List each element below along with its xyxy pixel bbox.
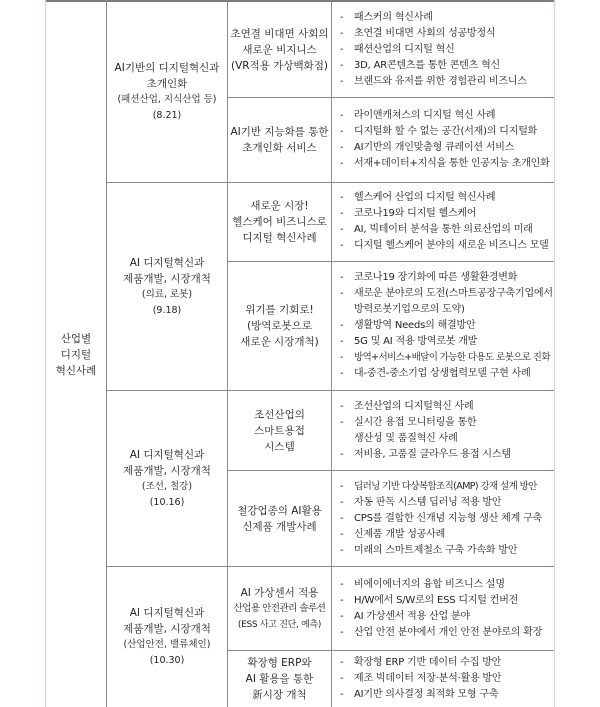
list-item: - 방역+서비스+배달이 가능한 다용도 로봇으로 진화 bbox=[340, 350, 554, 366]
session-date: (10.30) bbox=[149, 655, 185, 666]
list-item: - 자동 판독 시스템 딥러닝 적용 방안 bbox=[340, 495, 554, 511]
list-item: - 브랜드와 유저를 위한 경험관리 비즈니스 bbox=[340, 74, 554, 90]
list-item: - 산업 안전 분야에서 개인 안전 분야로의 확장 bbox=[340, 625, 554, 641]
content-cell bbox=[332, 651, 554, 707]
topic-cell bbox=[228, 651, 331, 707]
list-item: - CPS를 결합한 신개념 지능형 생산 체계 구축 bbox=[340, 511, 554, 527]
content-cell bbox=[332, 98, 554, 182]
list-item: - 헬스케어 산업의 디지털 혁신사례 bbox=[340, 190, 554, 206]
list-item: - 제조 빅데이터 저장·분석·활용 방안 bbox=[340, 671, 554, 687]
category-cell bbox=[46, 2, 106, 707]
content-cell bbox=[332, 2, 554, 97]
topic-line: 새로운 비지니스 bbox=[242, 43, 317, 56]
session-date: (9.18) bbox=[152, 304, 182, 316]
list-item: - AI기반의 개인맞춤형 큐레이션 서비스 bbox=[340, 140, 554, 156]
list-item: - 미래의 스마트제철소 구축 가속화 방안 bbox=[340, 543, 554, 559]
list-item: - 디지털화 할 수 없는 공간(서재)의 디지털화 bbox=[340, 124, 554, 140]
session-cell bbox=[107, 391, 227, 566]
session-cell bbox=[107, 183, 227, 390]
topic-line: 초연결 비대면 사회의 bbox=[230, 27, 329, 40]
list-item: - 패션산업의 디지털 혁신 bbox=[340, 42, 554, 58]
list-item: - AI, 빅테이터 분석을 통한 의료산업의 미래 bbox=[340, 222, 554, 238]
topic-line: 확장형 ERP와 bbox=[247, 657, 312, 669]
topic-line: (VR적용 가상백화점) bbox=[230, 59, 328, 72]
list-item: - AI기반 의사결정 최적화 모형 구축 bbox=[340, 687, 554, 703]
topic-line: 조선산업의 bbox=[254, 408, 305, 421]
list-item: - 대-중견-중소기업 상생협력모델 구현 사례 bbox=[340, 366, 554, 382]
topic-line: 신제품 개발사례 bbox=[242, 520, 317, 533]
session-cell bbox=[107, 567, 227, 707]
list-item-continuation: 생산성 및 품질혁신 사례 bbox=[354, 432, 458, 444]
topic-line: 스마트용접 bbox=[254, 424, 305, 437]
topic-cell bbox=[228, 2, 331, 97]
list-item: - 생활방역 Needs의 해결방안 bbox=[340, 318, 554, 334]
list-item: - 딥러닝 기반 다상복합조직(AMP) 강재 설계 방안 bbox=[340, 479, 554, 495]
list-item: - 초연결 비대면 사회의 성공방정식 bbox=[340, 26, 554, 42]
category-line: 혁신사례 bbox=[55, 364, 97, 377]
topic-cell bbox=[228, 567, 331, 650]
topic-line: 초개인화 서비스 bbox=[242, 142, 317, 154]
session-subtitle: (산업안전, 밸류체인) bbox=[123, 639, 211, 650]
list-item: - 비에이에너지의 융합 비즈니스 설명 bbox=[340, 577, 554, 593]
session-title: AI 디지털혁신과 bbox=[129, 607, 205, 619]
session-subtitle: (조선, 철강) bbox=[141, 480, 193, 492]
topic-line: AI 활용을 통한 bbox=[245, 673, 314, 685]
topic-line: (ESS 사고 진단, 예측) bbox=[237, 619, 322, 630]
session-title: AI 디지털혁신과 bbox=[129, 256, 205, 269]
topic-cell bbox=[228, 98, 331, 182]
topic-line: 시스템 bbox=[264, 440, 295, 453]
list-item: - 5G 및 AI 적용 방역로봇 개발 bbox=[340, 334, 554, 350]
topic-cell bbox=[228, 262, 331, 390]
list-item: - 디지털 헬스케어 분야의 새로운 비즈니스 모델 bbox=[340, 238, 554, 254]
list-item: - 패스커의 혁신사례 bbox=[340, 10, 554, 26]
session-title: 제품개발, 시장개척 bbox=[123, 464, 211, 477]
topic-line: AI 가상센서 적용 bbox=[240, 586, 319, 599]
session-title: 초개인화 bbox=[146, 78, 188, 90]
content-cell bbox=[332, 183, 554, 261]
topic-line: 디지털 혁신사례 bbox=[242, 232, 317, 244]
content-cell bbox=[332, 471, 554, 566]
list-item: - 라이앤캐쳐스의 디지털 혁신 사례 bbox=[340, 108, 554, 124]
category-line: 디지털 bbox=[60, 348, 92, 361]
list-item: - 새로운 분야로의 도전(스마트공장구축기업에서 bbox=[340, 286, 554, 302]
session-subtitle: (의료, 로봇) bbox=[141, 288, 193, 300]
topic-line: 위기를 기회로! bbox=[245, 304, 314, 316]
content-cell bbox=[332, 391, 554, 470]
topic-cell bbox=[228, 183, 331, 261]
session-cell bbox=[107, 2, 227, 182]
session-title: AI 디지털혁신과 bbox=[129, 448, 205, 461]
topic-line: 헬스케어 비즈니스로 bbox=[232, 216, 327, 228]
list-item: - 저비용, 고품질 클라우드 용접 시스템 bbox=[340, 447, 554, 463]
topic-line: 산업용 안전관리 솔루션 bbox=[233, 602, 326, 614]
list-item-continuation: 방력로봇기업으로의 도약) bbox=[354, 304, 465, 315]
session-subtitle: (패션산업, 지식산업 등) bbox=[117, 94, 217, 105]
session-title: 제품개발, 시장개척 bbox=[123, 623, 211, 635]
list-item: - AI 가상센서 적용 산업 분야 bbox=[340, 609, 554, 625]
list-item: - 코로나19와 디지털 헬스케어 bbox=[340, 206, 554, 222]
list-item: - 신제품 개발 성공사례 bbox=[340, 527, 554, 543]
list-item: - H/W에서 S/W로의 ESS 디지털 컨버전 bbox=[340, 593, 554, 609]
session-date: (8.21) bbox=[152, 110, 182, 121]
list-item: - 확장형 ERP 기반 데이터 수집 방안 bbox=[340, 655, 554, 671]
list-item: - 서재+데이터+지식을 통한 인공지능 초개인화 bbox=[340, 156, 554, 172]
list-item: - 실시간 용접 모니터링을 통한 bbox=[340, 415, 554, 431]
table-right-border bbox=[554, 0, 555, 707]
list-item: - 3D, AR콘텐츠를 통한 콘텐츠 혁신 bbox=[340, 58, 554, 74]
session-date: (10.16) bbox=[149, 496, 185, 508]
content-cell bbox=[332, 567, 554, 650]
content-cell bbox=[332, 262, 554, 390]
session-title: AI기반의 디지털혁신과 bbox=[114, 62, 220, 74]
topic-cell bbox=[228, 471, 331, 566]
topic-line: 새로운 시장! bbox=[250, 200, 309, 212]
topic-line: (방역로봇으로 bbox=[247, 320, 312, 332]
topic-line: 철강업종의 AI활용 bbox=[237, 504, 322, 517]
topic-cell bbox=[228, 391, 331, 470]
category-line: 산업별 bbox=[60, 332, 92, 345]
list-item: - 조선산업의 디지털혁신 사례 bbox=[340, 399, 554, 415]
topic-line: 새로운 시장개척) bbox=[240, 336, 319, 348]
topic-line: AI기반 지능화를 통한 bbox=[230, 126, 329, 138]
list-item: - 코로나19 장기화에 따른 생활환경변화 bbox=[340, 270, 554, 286]
session-title: 제품개발, 시장개척 bbox=[123, 272, 211, 285]
topic-line: 新시장 개척 bbox=[252, 689, 307, 701]
